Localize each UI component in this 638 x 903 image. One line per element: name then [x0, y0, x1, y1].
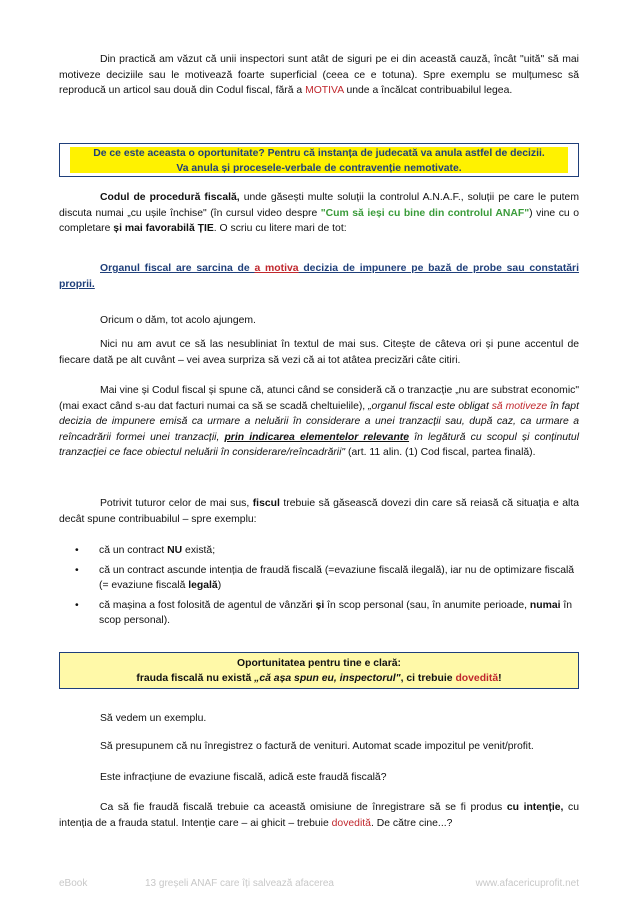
text: ) vine cu o completare — [59, 207, 579, 235]
text: . De către cine...? — [370, 817, 453, 829]
paragraph-organul-fiscal — [59, 261, 579, 292]
text: trebuie să găsească dovezi din care să reiasă că situația e alta decât spune contribuabilul – spre exemplu: — [59, 498, 579, 525]
underlined-text: Organul fiscal are sarcina de — [100, 263, 255, 274]
course-link[interactable]: "Cum să ieși cu bine din controlul ANAF" — [320, 207, 530, 219]
bold-text: și mai favorabilă ȚIE — [113, 223, 214, 235]
highlight-motiva: MOTIVA — [305, 85, 344, 97]
text: Potrivit tuturor celor de mai sus, — [100, 498, 253, 509]
text: Să vedem un exemplu. — [100, 713, 207, 724]
footer-ebook-label: eBook — [59, 878, 88, 889]
bullet-icon: • — [75, 545, 79, 556]
bold-text: fiscul — [252, 498, 280, 509]
paragraph-nici-nu — [59, 337, 579, 368]
text: . O scriu cu litere mari de tot: — [213, 223, 347, 235]
bold-text: cu intenție, — [506, 802, 564, 813]
paragraph-oricum — [59, 313, 579, 329]
footer-title: 13 greșeli ANAF care îți salvează afacerea — [145, 878, 334, 889]
highlight-sa-motiveze: să motiveze — [491, 400, 548, 412]
callout-line-1: De ce este aceasta o oportunitate? Pentru că instanța de judecată va anula astfel de decizii. — [93, 148, 545, 159]
text: Este infracțiune de evaziune fiscală, adică este fraudă fiscală? — [100, 772, 387, 783]
paragraph-intentie — [59, 800, 579, 831]
text: (art. 11 alin. (1) Cod fiscal, partea finală). — [345, 447, 536, 459]
bullet-list — [59, 543, 579, 633]
bullet-icon: • — [75, 564, 79, 576]
paragraph-potrivit — [59, 496, 579, 527]
text: Din practică am văzut că unii inspectori sunt atât de siguri pe ei din această cauză, încât "uită" să mai motiveze deciziile sau le motivează foarte superficial (ceea ce e totuna). Spre exemplu se mulțumesc să reproducă un articol sau două din Codul fiscal, fără a — [59, 54, 579, 97]
bold-text: Codul de procedură fiscală, — [100, 192, 240, 203]
text: unde găsești multe soluții la controlul A.N.A.F., soluții pe care le putem discuta numai „cu ușile închise" (în cursul video despre — [59, 192, 579, 219]
text: Ca să fie fraudă fiscală trebuie ca această omisiune de înregistrare să se fi produs — [100, 802, 507, 813]
callout-line-1: Oportunitatea pentru tine e clară: — [237, 658, 401, 669]
text: Mai vine și Codul fiscal și spune că, atunci când se consideră că o tranzacție „nu are substrat economic" (mai exact când s-au dat facturi numai ca să se scadă cheltuielile), — [59, 385, 580, 412]
list-item: • că un contract ascunde intenția de fraudă fiscală (=evaziune fiscală ilegală), iar nu de optimizare fiscală (= evaziune fiscală legală) — [75, 564, 575, 592]
paragraph-cod-fiscal — [59, 383, 579, 461]
footer-website[interactable]: www.afacericuprofit.net — [475, 878, 579, 889]
highlight-a-motiva: a motiva — [254, 263, 299, 274]
paragraph-intro — [59, 52, 579, 99]
text: Oricum o dăm, tot acolo ajungem. — [100, 315, 256, 326]
paragraph-infractiune — [59, 770, 579, 786]
callout-line-2: frauda fiscală nu există „că așa spun eu, inspectorul", ci trebuie dovedită! — [136, 673, 502, 684]
text: cu intenția de a frauda statul. Intenție care – ai ghicit – trebuie — [59, 802, 579, 829]
text: Nici nu am avut ce să las nesubliniat în textul de mai sus. Citește de câteva ori și pune accentul de fiecare dată pe alt cuvânt – vei avea surpriza să vezi că ai tot atâtea precizări câte citiri. — [59, 339, 579, 366]
highlight-dovedita: dovedită — [331, 817, 371, 829]
list-item: • că mașina a fost folosită de agentul de vânzări și în scop personal (sau, în anumite perioade, numai în scop personal). — [75, 599, 573, 627]
bullet-icon: • — [75, 599, 79, 611]
callout-box-question — [59, 143, 579, 177]
bold-underlined-text: prin indicarea elementelor relevante — [224, 431, 410, 443]
italic-text: „organul fiscal este obligat — [368, 400, 492, 412]
list-item: • că un contract NU există; — [59, 543, 579, 559]
underlined-text: decizia de impunere pe bază de probe sau constatări proprii. — [59, 263, 579, 290]
text: Să presupunem că nu înregistrez o factură de venituri. Automat scade impozitul pe venit/profit. — [100, 741, 534, 752]
callout-box-opportunity — [59, 652, 579, 689]
paragraph-cod-procedura — [59, 190, 579, 237]
paragraph-exemplu — [59, 711, 579, 727]
text: unde a încălcat contribuabilul legea. — [343, 85, 513, 97]
paragraph-presupunem — [59, 739, 579, 755]
callout-line-2: Va anula și procesele-verbale de contravenție nemotivate. — [176, 163, 462, 174]
italic-text: în legătură cu scopul și conținutul tranzacției ce face obiectul neluării în considerare/reîncadrării" — [59, 431, 580, 459]
italic-text: în fapt decizia de impunere emisă ca urmare a neluării în considerare a unei tranzacții sau, după caz, ca urmare a reîncadrării formei unei tranzacții, — [59, 400, 579, 443]
